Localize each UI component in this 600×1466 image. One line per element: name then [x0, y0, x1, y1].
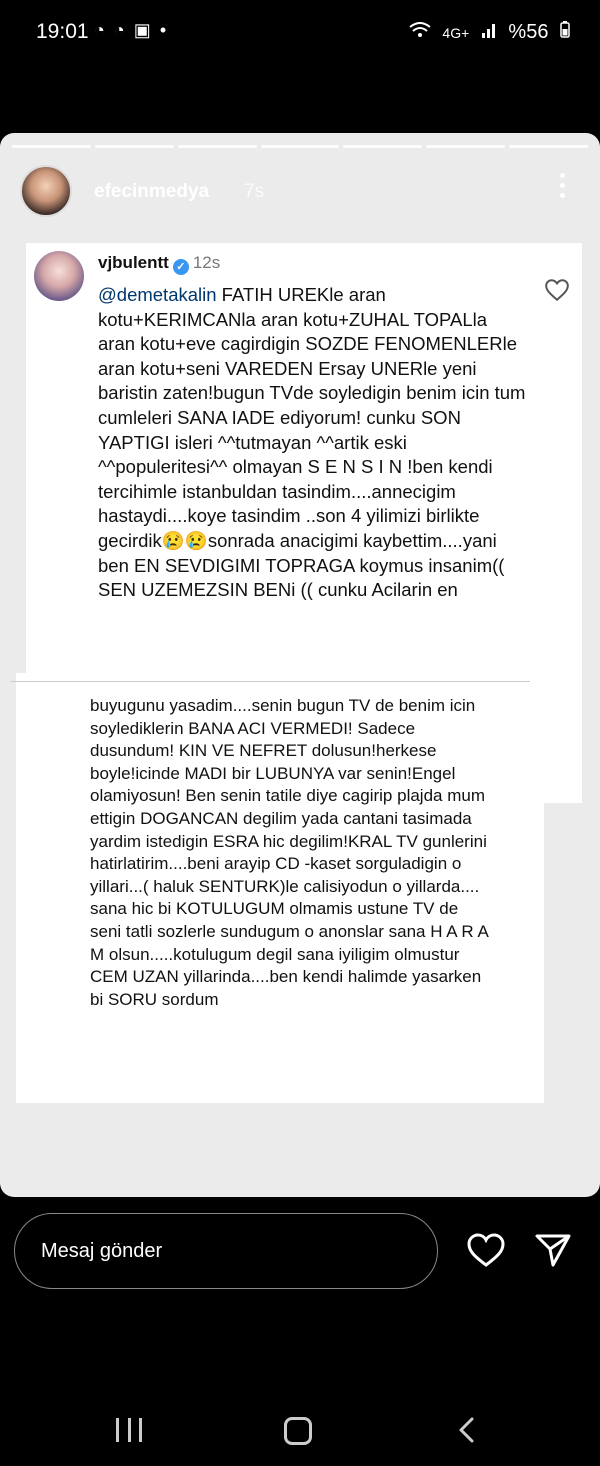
like-heart-icon[interactable] [466, 1232, 506, 1268]
comment-avatar [34, 251, 84, 301]
whatsapp-icon: ◔ [94, 20, 107, 40]
signal-icon [481, 21, 503, 43]
status-bar [0, 0, 600, 64]
wifi-icon [409, 21, 437, 43]
message-input[interactable] [14, 1213, 438, 1289]
comment-text-part1: FATIH UREKle aran kotu+KERIMCANla aran kotu+ZUHAL TOPALla aran kotu+eve cagirdigin SOZDE FENOMENLERle aran kotu+seni VAREDEN Ersay UNERle yeni baristin zaten!bugun TVde soyledigin benim icin tum cumleleri SANA IADE ediyorum! cunku SON YAPTIGI isleri ^^tutmayan ^^artik eski ^^populeritesi^^ olmayan S E N S I N !ben kendi tercihimle istanbuldan tasindim....annecigim hastaydi....koye tasindim ..son 4 yilimizi birlikte gecirdik😢😢sonrada anacigimi kaybettim....yani ben EN SEVDIGIMI TOPRAGA koymus insanim(( SEN UZEMEZSIN BENi (( cunku Acilarin en [98, 284, 526, 601]
send-icon[interactable] [534, 1232, 572, 1268]
more-options-icon[interactable] [558, 173, 566, 207]
comment-text-part2: buyugunu yasadim....senin bugun TV de benim icin soylediklerin BANA ACI VERMEDI! Sadece dusundum! KIN VE NEFRET dolusun!herkese boyle!icinde MADI bir LUBUNYA var senin!Engel olamiyosun! Ben senin tatile diye cagirip plajda mum ettigin DOGANCAN degilim yada cantani tasimada yardim istedigin ESRA hic degilim!KRAL TV gunlerini hatirlatirim....beni arayip CD -kaset sorguladigin o yillari...( haluk SENTURK)le calisiyodun o yillarda.... sana hic bi KOTULUGUM olmamis ustune TV de seni tatli sozlerle sundugum o anonslar sana H A R A M olsun.....kotulugum degil sana iyiligim olmustur CEM UZAN yillarinda....ben kendi halimde yasarken bi SORU sordum [90, 696, 488, 1009]
comment-header [98, 253, 220, 275]
heart-icon [544, 277, 570, 303]
story-username[interactable]: efecinmedya [94, 181, 210, 202]
story-header [20, 163, 580, 217]
story-viewer[interactable] [0, 133, 600, 1197]
comment-text [98, 283, 528, 603]
verified-icon: ✓ [173, 259, 189, 275]
progress-segment [343, 145, 422, 148]
recent-apps-icon[interactable] [116, 1418, 142, 1442]
progress-segment [509, 145, 588, 148]
progress-segment [426, 145, 505, 148]
back-icon[interactable] [456, 1416, 476, 1444]
network-type: 4G+ [442, 25, 470, 41]
notification-icons [94, 20, 168, 41]
divider [10, 681, 530, 682]
dot-icon: • [159, 20, 169, 40]
progress-segment [178, 145, 257, 148]
comment-username: vjbulentt [98, 253, 169, 272]
box-icon: ▣ [133, 20, 153, 40]
comment-mention: @demetakalin [98, 284, 217, 305]
message-bar [0, 1210, 600, 1300]
story-time: 7s [244, 181, 265, 202]
message-placeholder: Mesaj gönder [41, 1240, 163, 1262]
story-progress [12, 145, 588, 148]
battery-level: %56 [508, 21, 549, 43]
status-right [403, 20, 570, 44]
comment-time: 12s [192, 253, 221, 272]
battery-icon [560, 21, 570, 43]
progress-segment [95, 145, 174, 148]
status-time: 19:01 [36, 20, 89, 43]
progress-segment [12, 145, 91, 148]
whatsapp-icon: ◔ [113, 20, 127, 40]
home-icon[interactable] [284, 1417, 312, 1445]
system-nav-bar [0, 1390, 600, 1466]
story-avatar[interactable] [20, 165, 72, 217]
progress-segment [261, 145, 340, 148]
